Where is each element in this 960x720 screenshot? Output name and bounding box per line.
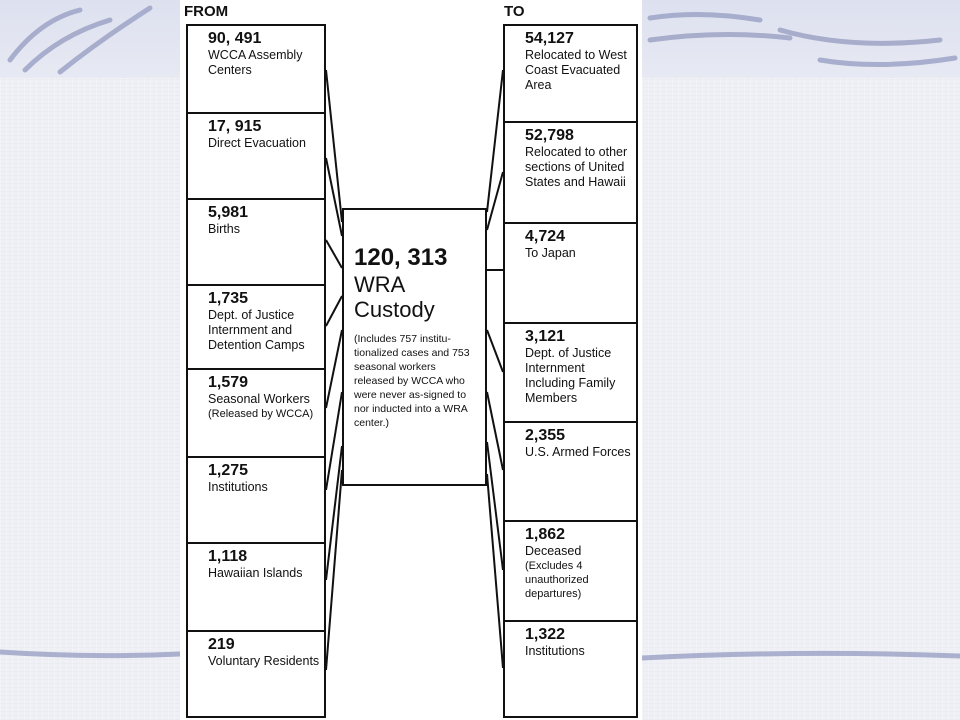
from-box xyxy=(186,198,326,286)
to-value: 1,322 xyxy=(525,626,566,643)
from-connector xyxy=(326,296,342,326)
to-box xyxy=(503,121,638,224)
to-value: 1,862 xyxy=(525,526,566,543)
from-box xyxy=(186,368,326,458)
from-connector xyxy=(326,392,342,490)
from-connector xyxy=(326,470,342,670)
from-box xyxy=(186,630,326,718)
from-value: 5,981 xyxy=(208,204,249,221)
from-value: 219 xyxy=(208,636,235,653)
wra-custody-label-line1: WRA xyxy=(354,272,406,297)
from-connector xyxy=(326,330,342,408)
from-box xyxy=(186,542,326,632)
from-label: Births xyxy=(208,222,240,236)
from-box xyxy=(186,456,326,544)
from-value: 17, 915 xyxy=(208,118,262,135)
to-value: 52,798 xyxy=(525,127,574,144)
from-box xyxy=(186,284,326,370)
from-value: 1,579 xyxy=(208,374,249,391)
to-label: Relocated to West Coast Evacuated Area xyxy=(525,48,627,92)
to-sublabel: (Excludes 4 unauthorized departures) xyxy=(525,560,589,600)
from-value: 1,118 xyxy=(208,548,248,565)
from-connector xyxy=(326,240,342,268)
to-value: 2,355 xyxy=(525,427,566,444)
to-label: Institutions xyxy=(525,644,585,658)
to-label: Deceased xyxy=(525,544,582,558)
to-label: Dept. of Justice Internment Including Family Members xyxy=(525,346,616,405)
from-label: Dept. of Justice Internment and Detention Camps xyxy=(208,308,305,352)
to-box xyxy=(503,421,638,522)
to-label: U.S. Armed Forces xyxy=(525,445,631,459)
from-label: Direct Evacuation xyxy=(208,136,306,150)
from-header: FROM xyxy=(184,3,229,20)
wra-custody-total: 120, 313 xyxy=(354,244,448,271)
wra-custody-box xyxy=(342,208,487,486)
to-value: 3,121 xyxy=(525,328,566,345)
from-value: 1,275 xyxy=(208,462,249,479)
from-box xyxy=(186,24,326,114)
to-connector xyxy=(487,172,503,230)
to-header: TO xyxy=(504,3,525,20)
from-label: Institutions xyxy=(208,480,268,494)
to-connector xyxy=(487,70,503,212)
from-value: 90, 491 xyxy=(208,30,262,47)
from-label: Seasonal Workers xyxy=(208,392,310,406)
wra-custody-note: (Includes 757 institu-tionalized cases and 753 seasonal workers released by WCCA who were never as-signed to nor inducted into a WRA center.) xyxy=(354,333,470,429)
to-box xyxy=(503,222,638,324)
to-label: To Japan xyxy=(525,246,576,260)
to-box xyxy=(503,620,638,718)
from-label: Voluntary Residents xyxy=(208,654,320,668)
to-box xyxy=(503,24,638,123)
to-value: 4,724 xyxy=(525,228,566,245)
from-value: 1,735 xyxy=(208,290,249,307)
to-box xyxy=(503,520,638,622)
from-box xyxy=(186,112,326,200)
from-label: Hawaiian Islands xyxy=(208,566,303,580)
to-label: Relocated to other sections of United States and Hawaii xyxy=(525,145,628,189)
from-sublabel: (Released by WCCA) xyxy=(208,408,314,420)
to-connector xyxy=(487,330,503,372)
from-label: WCCA Assembly Centers xyxy=(208,48,303,77)
to-value: 54,127 xyxy=(525,30,574,47)
wra-custody-label-line2: Custody xyxy=(354,297,435,322)
to-box xyxy=(503,322,638,423)
